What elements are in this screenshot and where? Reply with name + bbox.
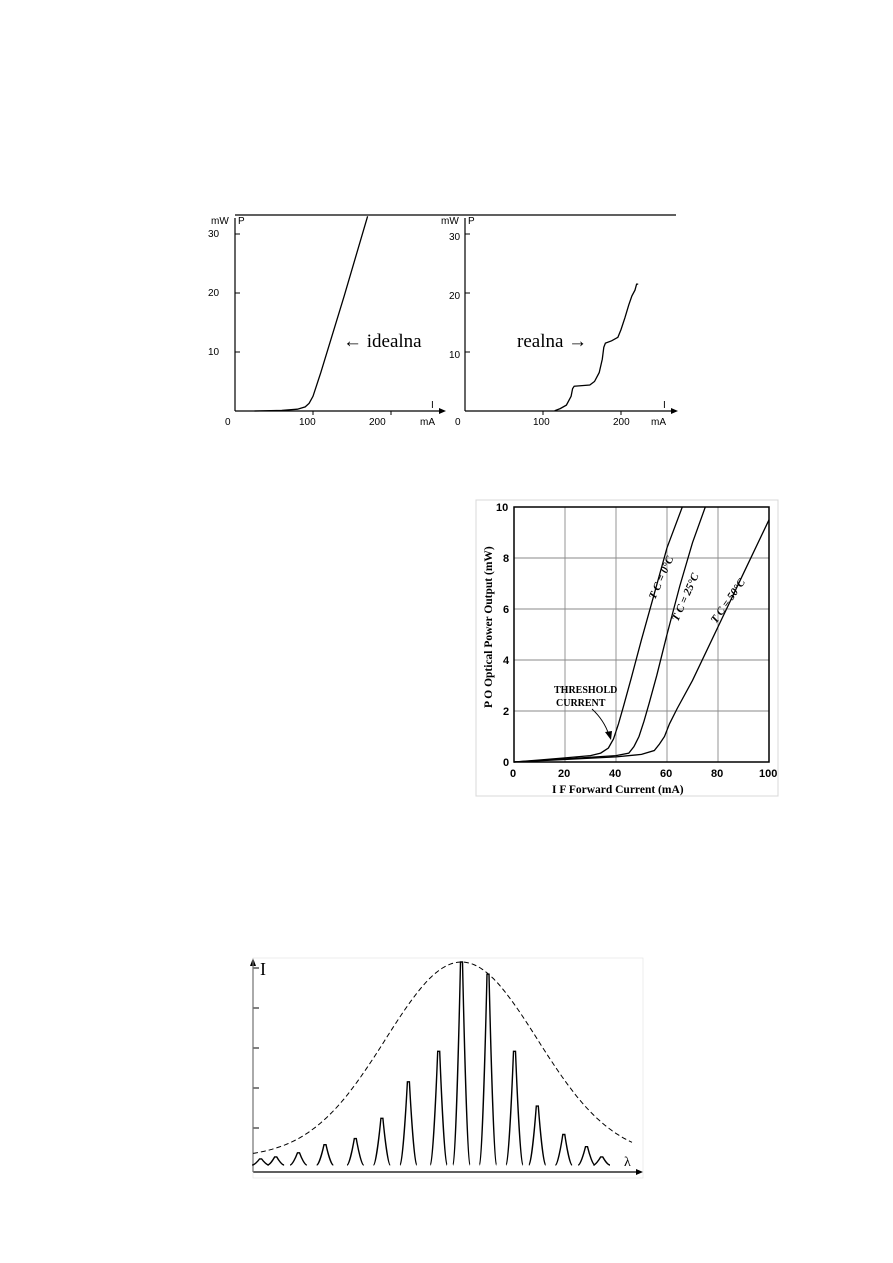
- x-tick-label: 100: [299, 417, 316, 428]
- x-axis-arrow: [636, 1169, 643, 1175]
- y-unit-label: mW: [211, 216, 229, 227]
- x-axis-title: I F Forward Current (mA): [552, 784, 684, 796]
- x-tick-label: 200: [369, 417, 386, 428]
- series-label-0c: T C = 0°C: [646, 554, 677, 602]
- spectrum-mode-peak: [290, 1153, 307, 1165]
- x-tick-label: 60: [660, 768, 673, 780]
- x-tick-label: 20: [558, 768, 571, 780]
- y-tick-label: 10: [208, 347, 220, 358]
- y-tick-label: 30: [449, 232, 461, 243]
- annotation-ideal: ← idealna: [343, 331, 422, 352]
- y-tick-label: 6: [503, 604, 510, 616]
- x-tick-label: 0: [455, 417, 461, 428]
- y-tick-label: 20: [208, 288, 220, 299]
- plot-area-border: [253, 958, 643, 1178]
- x-symbol: λ: [624, 1155, 631, 1170]
- threshold-label: THRESHOLD: [554, 685, 618, 696]
- y-tick-label: 4: [503, 655, 510, 667]
- x-tick-label: 80: [711, 768, 724, 780]
- y-tick-label: 30: [208, 229, 220, 240]
- spectrum-mode-peak: [317, 1145, 334, 1165]
- series-label-25c: T C = 25°C: [669, 571, 702, 624]
- spectrum-mode-peak: [374, 1118, 391, 1165]
- y-tick-label: 10: [496, 502, 509, 514]
- y-tick-label: 20: [449, 291, 461, 302]
- x-tick-label: 0: [225, 417, 231, 428]
- y-tick-label: 0: [503, 757, 510, 769]
- threshold-label: CURRENT: [556, 698, 606, 709]
- y-symbol: P: [468, 216, 475, 227]
- spectrum-mode-peak: [430, 1051, 447, 1165]
- spectrum-mode-peak: [529, 1106, 546, 1165]
- annotation-real: realna →: [517, 331, 588, 352]
- spectrum-mode-peak: [578, 1147, 595, 1165]
- x-tick-label: 0: [510, 768, 517, 780]
- y-tick-label: 10: [449, 350, 461, 361]
- y-tick-label: 8: [503, 553, 510, 565]
- x-symbol: I: [663, 400, 666, 411]
- spectrum-mode-peak: [593, 1157, 610, 1165]
- y-symbol: I: [260, 959, 266, 979]
- y-tick-label: 2: [503, 706, 510, 718]
- x-tick-label: 40: [609, 768, 622, 780]
- x-tick-label: 200: [613, 417, 630, 428]
- spectrum-mode-peak: [506, 1051, 523, 1165]
- spectrum-mode-peak: [347, 1139, 364, 1165]
- spectrum-mode-peak: [555, 1135, 572, 1166]
- spectrum-mode-peak: [400, 1082, 417, 1165]
- y-unit-label: mW: [441, 216, 459, 227]
- y-axis-title: P O Optical Power Output (mW): [483, 546, 495, 708]
- spectrum-mode-peak: [252, 1159, 269, 1165]
- x-symbol: I: [431, 400, 434, 411]
- spectrum-mode-peak: [480, 974, 497, 1165]
- x-tick-label: 100: [533, 417, 550, 428]
- series-label-50c: T C = 50°C: [708, 576, 748, 626]
- spectrum-mode-peak: [453, 962, 470, 1165]
- x-unit-label: mA: [651, 417, 666, 428]
- x-unit-label: mA: [420, 417, 435, 428]
- spectrum-mode-peak: [267, 1157, 284, 1165]
- y-symbol: P: [238, 216, 245, 227]
- x-tick-label: 100: [759, 768, 778, 780]
